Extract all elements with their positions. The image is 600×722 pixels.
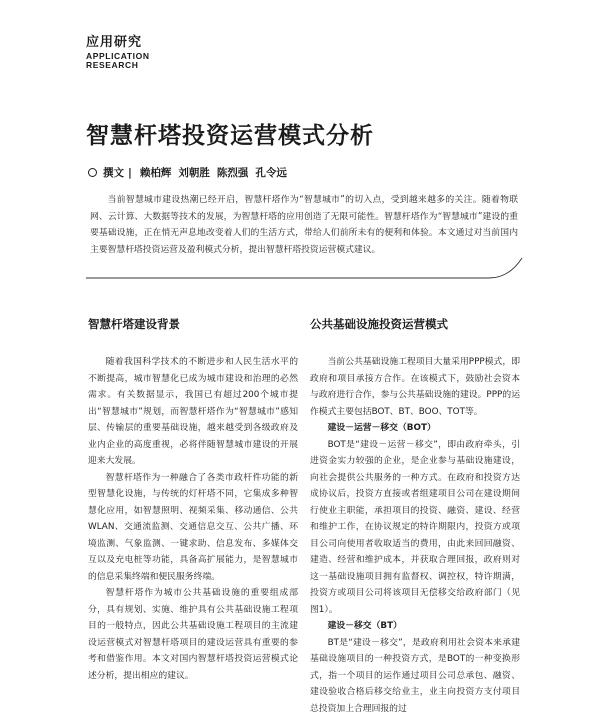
section-label-en-1: APPLICATION <box>86 50 150 61</box>
subsection-heading: 建设－运营－移交（BOT） <box>327 423 436 433</box>
section-tag <box>86 36 150 69</box>
author-line <box>88 165 294 180</box>
author-name: 赖柏辉 <box>139 167 172 179</box>
section-label-cn: 应用研究 <box>86 35 143 50</box>
abstract: 当前智慧城市建设热潮已经开启，智慧杆塔作为“智慧城市”的切入点，受到越来越多的关注。随着物联网、云计算、大数据等技术的发展，为智慧杆塔的应用创造了无限可能性。智慧杆塔作为“智慧城市”建设的重要基础设施，正在悄无声息地改变着人们的生活方式，带给人们前所未有的便利和体验。本文通过对当前国内主要智慧杆塔投资运营及盈利模式分析，提出智慧杆塔投资运营模式建议。 <box>90 195 518 255</box>
body-paragraph: 当前公共基础设施工程项目大量采用PPP模式，即政府和项目承接方合作。在该模式下，鼓励社会资本与政府进行合作，参与公共基础设施的建设。PPP的运作模式主要包括BOT、BT、BOO、TOT等。 <box>310 357 520 417</box>
right-column <box>310 316 520 717</box>
circle-bullet-icon <box>88 168 97 177</box>
author-name: 孔令远 <box>255 167 287 179</box>
author-name: 陈烈强 <box>216 167 249 179</box>
section-heading: 智慧杆塔建设背景 <box>88 317 180 331</box>
article-title: 智慧杆塔投资运营模式分析 <box>86 123 374 149</box>
left-column <box>88 316 298 684</box>
author-label: 撰文 <box>103 167 124 179</box>
decorative-curve <box>84 252 524 282</box>
body-paragraph: 随着我国科学技术的不断进步和人民生活水平的不断提高，城市智慧化已成为城市建设和治理的必然需求。有关数据显示，我国已有超过200个城市提出“智慧城市”规划，而智慧杆塔作为“智慧城市”感知层、传输层的重要基础设施，越来越受到各级政府及业内企业的高度重视，必将伴随智慧城市建设的开展迎来大发展。 <box>88 357 298 466</box>
section-label-en-2: RESEARCH <box>86 59 139 70</box>
body-paragraph: 智慧杆塔作为一种融合了各类市政杆件功能的新型智慧化设施，与传统的灯杆塔不同，它集成多种智慧化应用，如智慧照明、视频采集、移动通信、公共WLAN、交通流监测、交通信息交互、公共广播、环境监测、气象监测、一键求助、信息发布、多媒体交互以及充电桩等功能，具备高扩展能力，是智慧城市的信息采集终端和便民服务终端。 <box>88 472 298 582</box>
subsection-heading: 建设－移交（BT） <box>327 621 402 631</box>
author-name: 刘朝胜 <box>178 167 210 179</box>
body-paragraph: 智慧杆塔作为城市公共基础设施的重要组成部分，具有规划、实施、维护具有公共基础设施工程项目的一般特点，因此公共基础设施工程项目的主流建设运营模式对智慧杆塔项目的建设运营具有重要的参考和借鉴作用。本文对国内智慧杆塔投资运营模式论述分析，提出相应的建议。 <box>88 588 298 681</box>
section-heading: 公共基础设施投资运营模式 <box>310 317 448 331</box>
body-paragraph: BOT是“建设－运营－移交”，即由政府牵头，引进资金实力较强的企业，是企业参与基础设施建设，向社会提供公共服务的一种方式。在政府和投资方达成协议后，投资方直接或者组建项目公司在建设期间行使业主职能，承担项目的投资、融资、建设、经营和维护工作，在协议规定的特许期限内，投资方或项目公司向使用者收取适当的费用，由此来回回融资、建造、经营和维护成本，并获取合理回报，政府则对这一基础设施项目拥有监督权、调控权，特许期满，投资方或项目公司将该项目无偿移交给政府部门（见图1）。 <box>310 439 520 615</box>
author-separator: | <box>128 166 132 179</box>
body-paragraph: BT是“建设－移交”，是政府利用社会资本来承建基础设施项目的一种投资方式，是BOT的一种变换形式，指一个项目的运作通过项目公司总承包、融资、建设验收合格后移交给业主，业主向投资方支付项目总投资加上合理回报的过 <box>310 637 520 714</box>
